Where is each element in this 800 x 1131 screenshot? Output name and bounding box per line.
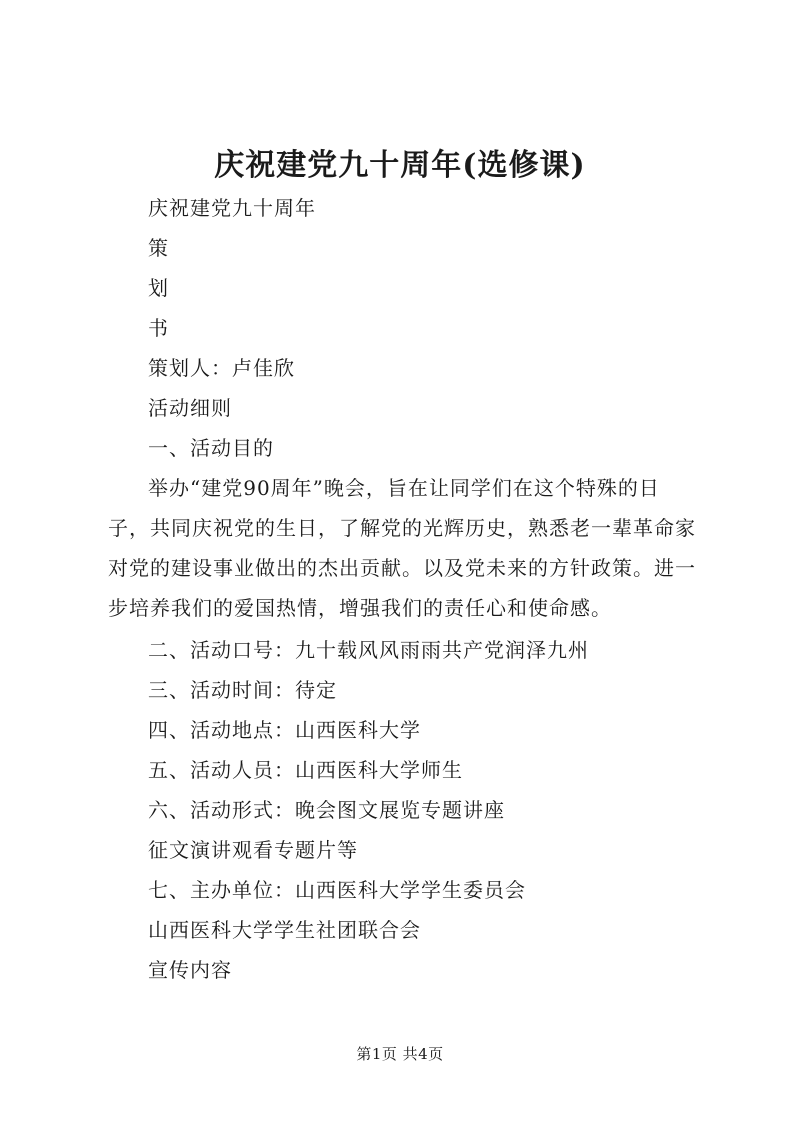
planner-line: 策划人：卢佳欣 [148,356,295,380]
time-line: 三、活动时间：待定 [148,678,337,702]
document-title: 庆祝建党九十周年(选修课) [214,148,586,183]
location-line: 四、活动地点：山西医科大学 [148,718,421,742]
plan-char-1: 策 [148,236,169,260]
purpose-heading: 一、活动目的 [148,436,274,460]
purpose-paragraph [108,468,708,628]
plan-char-3: 书 [148,316,169,340]
paragraph-row: 步培养我们的爱国热情，增强我们的责任心和使命感。 [108,596,612,620]
format-line: 六、活动形式：晚会图文展览专题讲座 [148,798,505,822]
paragraph-row: 对党的建设事业做出的杰出贡献。以及党未来的方针政策。进一 [108,556,696,580]
organizer-line: 七、主办单位：山西医科大学学生委员会 [148,878,526,902]
publicity-heading: 宣传内容 [148,958,232,982]
format-continued-line: 征文演讲观看专题片等 [148,838,358,862]
section-heading: 活动细则 [148,396,232,420]
paragraph-row: 子，共同庆祝党的生日，了解党的光辉历史，熟悉老一辈革命家 [108,516,696,540]
plan-char-2: 划 [148,276,169,300]
subtitle-line: 庆祝建党九十周年 [148,196,316,220]
participants-line: 五、活动人员：山西医科大学师生 [148,758,463,782]
co-organizer-line: 山西医科大学学生社团联合会 [148,918,421,942]
page-footer: 第1页 共4页 [356,1045,444,1063]
slogan-line: 二、活动口号：九十载风风雨雨共产党润泽九州 [148,638,589,662]
paragraph-row: 举办“建党90周年”晚会，旨在让同学们在这个特殊的日 [148,476,660,500]
